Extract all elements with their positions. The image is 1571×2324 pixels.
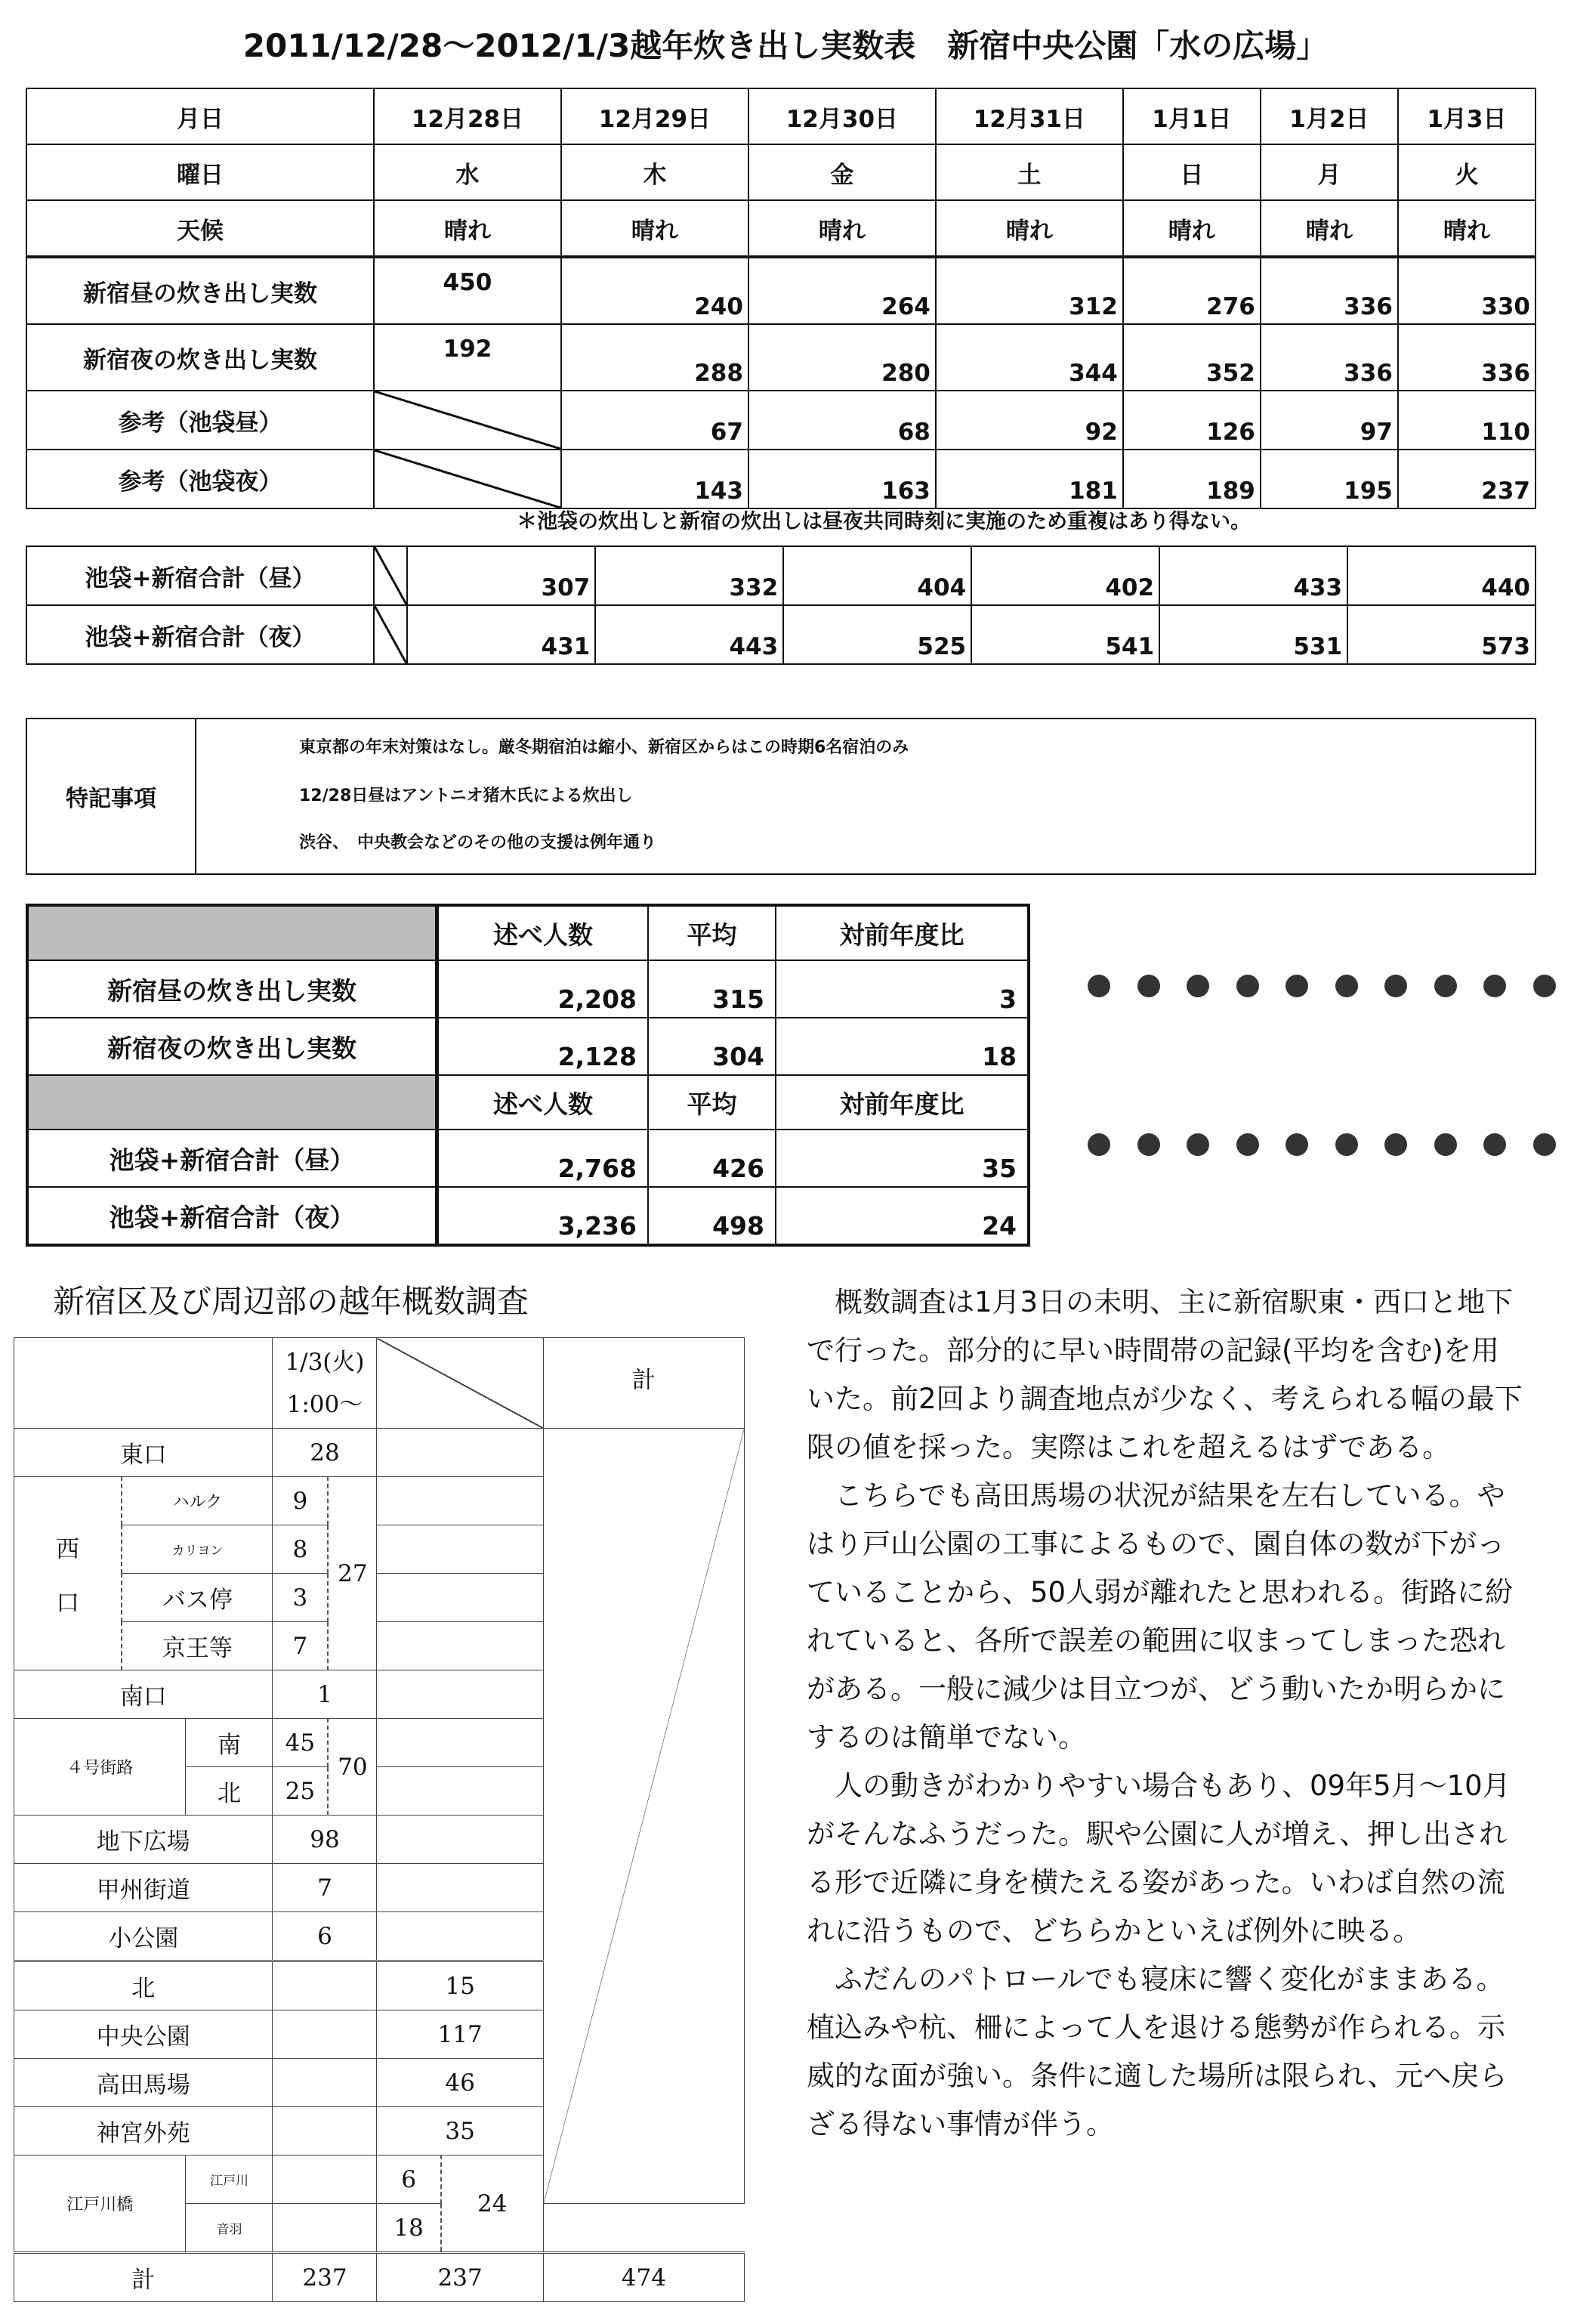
row-label: ４号街路 [14, 1719, 186, 1816]
commentary-paragraph: ふだんのパトロールでも寝床に響く変化がままある。植込みや杭、柵によって人を退ける態勢が作られる。示威的な面が強い。条件に適した場所は限られ、元へ戻らざる得ない事情が伴う。 [807, 1963, 1508, 2140]
subtotal-cell: 70 [328, 1719, 377, 1816]
row-label: 地下広場 [14, 1816, 273, 1864]
weather-cell: 晴れ [936, 200, 1123, 257]
dot-icon [1137, 975, 1160, 997]
weather-cell: 晴れ [748, 200, 936, 257]
survey-time: 1:00～ [286, 1390, 363, 1418]
empty-cell [273, 2156, 377, 2204]
weekday-cell: 木 [561, 144, 748, 200]
value-cell: 288 [561, 324, 748, 391]
empty-cell [377, 1622, 543, 1670]
value-cell: 433 [1159, 546, 1347, 605]
value-cell: 344 [936, 324, 1123, 391]
survey-table [14, 1337, 745, 2302]
row-label: 南 [186, 1719, 273, 1767]
row-label: 北 [186, 1767, 273, 1816]
row-label: 参考（池袋昼） [26, 391, 374, 450]
dot-icon [1088, 975, 1110, 997]
value-cell: 3 [776, 960, 1029, 1018]
value-cell: 315 [648, 960, 776, 1018]
row-label: 月日 [26, 88, 374, 144]
row-label: 新宿夜の炊き出し実数 [26, 324, 374, 391]
daily-count-table [26, 88, 1536, 509]
row-label: 東口 [14, 1429, 273, 1477]
value-cell: 237 [273, 2253, 377, 2302]
summary-header-row [27, 1075, 1029, 1130]
value-cell: 28 [273, 1429, 377, 1477]
special-notes-heading: 特記事項 [27, 719, 196, 873]
weekday-row [26, 144, 1536, 200]
empty-cell [377, 1670, 543, 1719]
value-cell: 240 [561, 257, 748, 324]
summary-table [26, 904, 1030, 1247]
empty-cell [273, 2204, 377, 2253]
value-cell: 192 [374, 324, 561, 391]
weather-cell: 晴れ [1123, 200, 1261, 257]
table-row [27, 1130, 1029, 1187]
table-row [27, 960, 1029, 1018]
column-header: 対前年度比 [776, 1075, 1029, 1130]
value-cell: 443 [595, 605, 783, 664]
value-cell: 237 [377, 2253, 543, 2302]
dot-leader [1088, 975, 1556, 1005]
weather-row [26, 200, 1536, 257]
dot-icon [1483, 975, 1506, 997]
weather-cell: 晴れ [1261, 200, 1398, 257]
value-cell: 6 [377, 2156, 441, 2204]
empty-cell [377, 1816, 543, 1864]
value-cell: 280 [748, 324, 936, 391]
value-cell: 98 [273, 1816, 377, 1864]
commentary-paragraph: こちらでも高田馬場の状況が結果を左右している。やはり戸山公園の工事によるもので、園自体の数が下がっていることから、50人弱が離れたと思われる。街路に紛れていると、各所で誤差の範囲に収まってしまった恐れがある。一般に減少は目立つが、どう動いたか明らかにするのは簡単でない。 [807, 1479, 1514, 1754]
date-cell: 12月29日 [561, 88, 748, 144]
row-label: 江戸川橋 [14, 2156, 186, 2253]
value-cell: 46 [377, 2059, 543, 2107]
dot-icon [1384, 975, 1407, 997]
date-cell: 1月1日 [1123, 88, 1261, 144]
survey-date: 1/3(火) [285, 1348, 365, 1376]
dot-icon [1187, 1133, 1209, 1156]
table-row [26, 324, 1536, 391]
row-label: 甲州街道 [14, 1864, 273, 1912]
value-cell: 195 [1261, 450, 1398, 508]
value-cell: 531 [1159, 605, 1347, 664]
diagonal-empty-cell [377, 1338, 543, 1429]
row-label: 計 [14, 2253, 273, 2302]
total-column-cell [543, 1429, 744, 2204]
value-cell: 163 [748, 450, 936, 508]
empty-cell [377, 1574, 543, 1622]
table-row [26, 391, 1536, 450]
dot-icon [1236, 975, 1259, 997]
empty-cell [273, 2010, 377, 2059]
dot-icon [1335, 975, 1358, 997]
commentary-paragraph: 人の動きがわかりやすい場合もあり、09年5月～10月がそんなふうだった。駅や公園に人が増え、押し出される形で近隣に身を横たえる姿があった。いわば自然の流れに沿うもので、どちらかといえば例外に映る。 [807, 1769, 1511, 1947]
value-cell: 307 [407, 546, 595, 605]
value-cell: 18 [776, 1018, 1029, 1075]
table-footnote: ＊池袋の炊出しと新宿の炊出しは昼夜共同時刻に実施のため重複はあり得ない。 [517, 510, 1251, 533]
table-row [26, 257, 1536, 324]
value-cell: 24 [776, 1187, 1029, 1245]
value-cell: 181 [936, 450, 1123, 508]
value-cell: 304 [648, 1018, 776, 1075]
row-label: 神宮外苑 [14, 2107, 273, 2156]
row-label: 小公園 [14, 1912, 273, 1961]
survey-header-row [14, 1338, 745, 1429]
table-row [26, 450, 1536, 508]
row-label: 池袋+新宿合計（夜） [27, 1187, 437, 1245]
weekday-cell: 月 [1261, 144, 1398, 200]
empty-cell [273, 2107, 377, 2156]
value-cell: 330 [1398, 257, 1536, 324]
page-title: 2011/12/28～2012/1/3越年炊き出し実数表 新宿中央公園「水の広場」 [242, 27, 1329, 64]
value-cell: 1 [273, 1670, 377, 1719]
value-cell: 3,236 [437, 1187, 648, 1245]
value-cell: 237 [1398, 450, 1536, 508]
row-label: 中央公園 [14, 2010, 273, 2059]
value-cell: 525 [783, 605, 971, 664]
total-header: 計 [543, 1338, 744, 1429]
empty-cell [273, 2059, 377, 2107]
diagonal-empty-cell [374, 391, 561, 450]
value-cell: 3 [273, 1574, 328, 1622]
column-header: 平均 [648, 1075, 776, 1130]
dot-icon [1434, 1133, 1457, 1156]
value-cell: 352 [1123, 324, 1261, 391]
value-cell: 498 [648, 1187, 776, 1245]
date-cell: 12月31日 [936, 88, 1123, 144]
value-cell: 67 [561, 391, 748, 450]
weekday-cell: 水 [374, 144, 561, 200]
value-cell: 117 [377, 2010, 543, 2059]
value-cell: 189 [1123, 450, 1261, 508]
west-label-cell [14, 1477, 122, 1670]
value-cell: 264 [748, 257, 936, 324]
gray-header-cell [27, 905, 437, 960]
dot-icon [1434, 975, 1457, 997]
diagonal-empty-cell [374, 450, 561, 508]
row-label: 池袋+新宿合計（昼） [26, 546, 374, 605]
table-row [27, 1018, 1029, 1075]
date-cell: 1月3日 [1398, 88, 1536, 144]
survey-corner-cell [14, 1338, 273, 1429]
value-cell: 35 [776, 1130, 1029, 1187]
value-cell: 332 [595, 546, 783, 605]
row-label: ハルク [122, 1477, 273, 1525]
diagonal-empty-cell [374, 546, 407, 605]
special-note-line: 渋谷、 中央教会などのその他の支援は例年通り [299, 833, 657, 852]
column-header: 述べ人数 [437, 1075, 648, 1130]
west-label: 西 [56, 1535, 80, 1563]
special-notes-box [26, 718, 1536, 875]
survey-date-cell [273, 1338, 377, 1429]
value-cell: 2,208 [437, 960, 648, 1018]
value-cell: 336 [1261, 324, 1398, 391]
dot-icon [1335, 1133, 1358, 1156]
empty-cell [377, 1864, 543, 1912]
dot-icon [1286, 1133, 1308, 1156]
date-cell: 1月2日 [1261, 88, 1398, 144]
row-label: バス停 [122, 1574, 273, 1622]
value-cell: 2,128 [437, 1018, 648, 1075]
value-cell: 9 [273, 1477, 328, 1525]
dot-icon [1483, 1133, 1506, 1156]
commentary [807, 1278, 1524, 2149]
value-cell: 18 [377, 2204, 441, 2253]
empty-cell [377, 1477, 543, 1525]
value-cell: 431 [407, 605, 595, 664]
table-row [26, 546, 1536, 605]
value-cell: 143 [561, 450, 748, 508]
survey-title: 新宿区及び周辺部の越年概数調査 [53, 1283, 529, 1320]
value-cell: 15 [377, 1961, 543, 2010]
value-cell: 7 [273, 1864, 377, 1912]
row-label: 新宿昼の炊き出し実数 [26, 257, 374, 324]
row-label: カリヨン [122, 1525, 273, 1574]
row-label: 池袋+新宿合計（夜） [26, 605, 374, 664]
value-cell: 450 [374, 257, 561, 324]
row-label: 曜日 [26, 144, 374, 200]
empty-cell [273, 1961, 377, 2010]
row-label: 新宿昼の炊き出し実数 [27, 960, 437, 1018]
subtotal-cell: 27 [328, 1477, 377, 1670]
gray-header-cell [27, 1075, 437, 1130]
dot-icon [1286, 975, 1308, 997]
diagonal-empty-cell [374, 605, 407, 664]
empty-cell [377, 1429, 543, 1477]
row-label: 天候 [26, 200, 374, 257]
value-cell: 276 [1123, 257, 1261, 324]
value-cell: 92 [936, 391, 1123, 450]
total-row [14, 2253, 745, 2302]
dot-leader [1088, 1133, 1556, 1164]
value-cell: 97 [1261, 391, 1398, 450]
combined-total-table [26, 545, 1536, 665]
row-label: 京王等 [122, 1622, 273, 1670]
value-cell: 336 [1398, 324, 1536, 391]
west-label: 口 [56, 1589, 80, 1617]
value-cell: 440 [1347, 546, 1536, 605]
weather-cell: 晴れ [1398, 200, 1536, 257]
table-row [14, 1429, 745, 1477]
weekday-cell: 日 [1123, 144, 1261, 200]
value-cell: 402 [971, 546, 1159, 605]
row-label: 音羽 [186, 2204, 273, 2253]
dot-icon [1384, 1133, 1407, 1156]
weather-cell: 晴れ [374, 200, 561, 257]
special-note-line: 東京都の年末対策はなし。厳冬期宿泊は縮小、新宿区からはこの時期6名宿泊のみ [299, 738, 909, 757]
diagonal-line [544, 1429, 744, 2203]
value-cell: 474 [543, 2253, 744, 2302]
column-header: 述べ人数 [437, 905, 648, 960]
row-label: 参考（池袋夜） [26, 450, 374, 508]
value-cell: 8 [273, 1525, 328, 1574]
dot-icon [1088, 1133, 1110, 1156]
table-row [27, 1187, 1029, 1245]
commentary-paragraph: 概数調査は1月3日の未明、主に新宿駅東・西口と地下で行った。部分的に早い時間帯の記録(平均を含む)を用いた。前2回より調査地点が少なく、考えられる幅の最下限の値を採った。実際はこれを超えるはずである。 [807, 1286, 1523, 1463]
empty-cell [377, 1719, 543, 1767]
row-label: 北 [14, 1961, 273, 2010]
row-label: 高田馬場 [14, 2059, 273, 2107]
value-cell: 541 [971, 605, 1159, 664]
special-note-line: 12/28日昼はアントニオ猪木氏による炊出し [299, 787, 633, 805]
column-header: 対前年度比 [776, 905, 1029, 960]
value-cell: 312 [936, 257, 1123, 324]
row-label: 池袋+新宿合計（昼） [27, 1130, 437, 1187]
value-cell: 45 [273, 1719, 328, 1767]
weather-cell: 晴れ [561, 200, 748, 257]
value-cell: 7 [273, 1622, 328, 1670]
weekday-cell: 火 [1398, 144, 1536, 200]
empty-cell [377, 1525, 543, 1574]
empty-cell [377, 1912, 543, 1961]
dot-icon [1236, 1133, 1259, 1156]
subtotal-cell: 24 [441, 2156, 544, 2253]
dot-icon [1533, 975, 1556, 997]
value-cell: 426 [648, 1130, 776, 1187]
dot-icon [1533, 1133, 1556, 1156]
weekday-cell: 土 [936, 144, 1123, 200]
value-cell: 126 [1123, 391, 1261, 450]
value-cell: 35 [377, 2107, 543, 2156]
date-cell: 12月28日 [374, 88, 561, 144]
value-cell: 6 [273, 1912, 377, 1961]
value-cell: 25 [273, 1767, 328, 1816]
value-cell: 2,768 [437, 1130, 648, 1187]
weekday-cell: 金 [748, 144, 936, 200]
empty-cell [377, 1767, 543, 1816]
value-cell: 68 [748, 391, 936, 450]
date-cell: 12月30日 [748, 88, 936, 144]
dot-icon [1187, 975, 1209, 997]
table-row [26, 605, 1536, 664]
summary-header-row [27, 905, 1029, 960]
row-label: 南口 [14, 1670, 273, 1719]
value-cell: 110 [1398, 391, 1536, 450]
value-cell: 573 [1347, 605, 1536, 664]
dot-icon [1137, 1133, 1160, 1156]
value-cell: 404 [783, 546, 971, 605]
column-header: 平均 [648, 905, 776, 960]
row-label: 新宿夜の炊き出し実数 [27, 1018, 437, 1075]
date-row [26, 88, 1536, 144]
row-label: 江戸川 [186, 2156, 273, 2204]
value-cell: 336 [1261, 257, 1398, 324]
